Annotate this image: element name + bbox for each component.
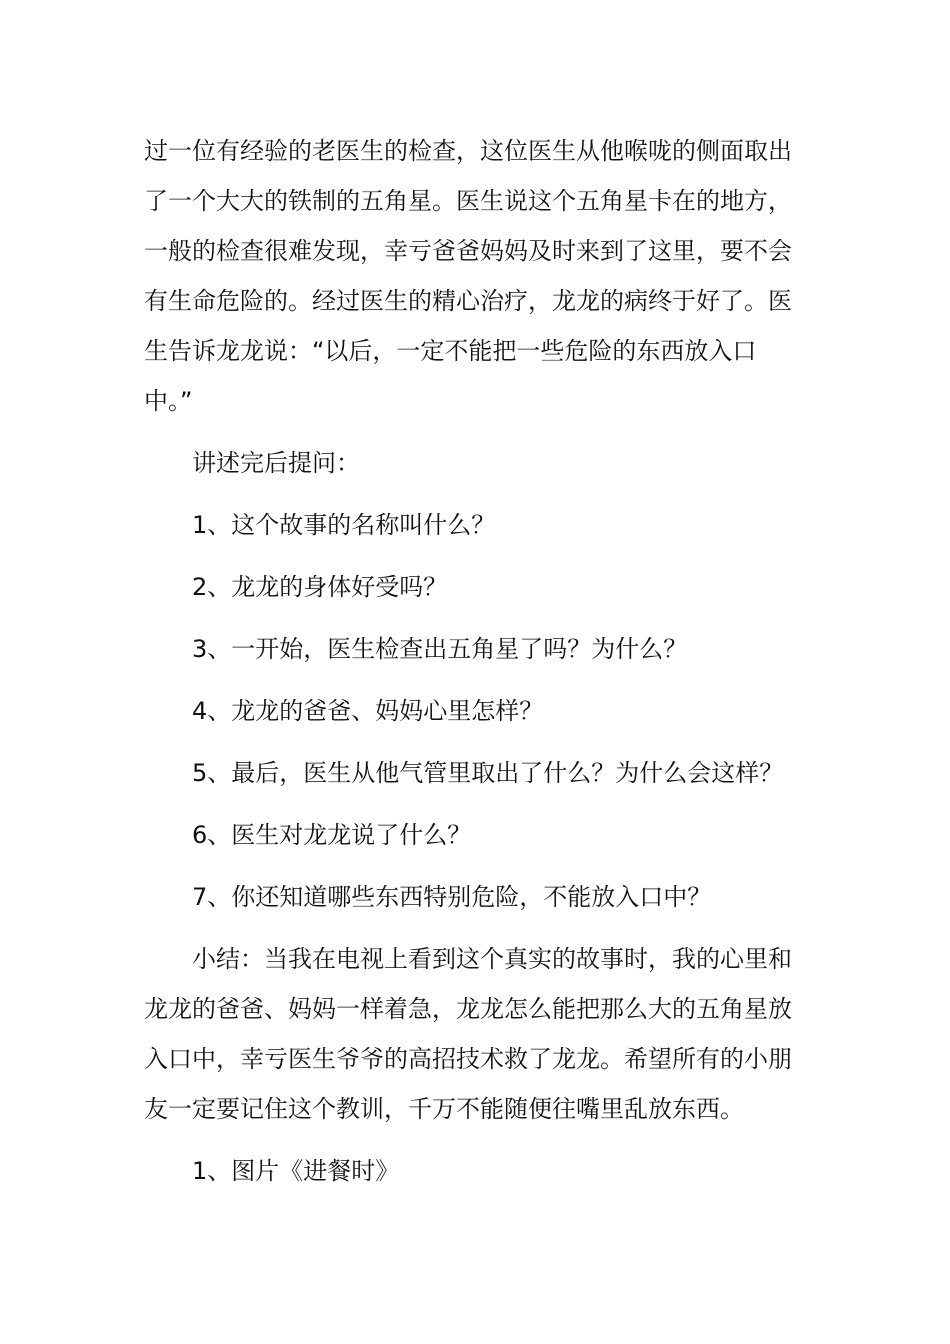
- intro-question: 讲述完后提问：: [192, 449, 360, 477]
- question-item: 5、最后，医生从他气管里取出了什么？为什么会这样？: [192, 759, 784, 787]
- text-line: 友一定要记住这个教训，千万不能随便往嘴里乱放东西。: [144, 1095, 744, 1123]
- text-line: 过一位有经验的老医生的检查，这位医生从他喉咙的侧面取出: [144, 137, 792, 165]
- question-item: 7、你还知道哪些东西特别危险，不能放入口中？: [192, 883, 712, 911]
- summary-paragraph: [144, 934, 804, 1134]
- text-line: 入口中，幸亏医生爷爷的高招技术救了龙龙。希望所有的小朋: [144, 1045, 792, 1073]
- question-item: 1、这个故事的名称叫什么？: [192, 511, 496, 539]
- text-line: 有生命危险的。经过医生的精心治疗，龙龙的病终于好了。医: [144, 287, 792, 315]
- text-line: 中。”: [144, 387, 193, 415]
- question-item: 6、医生对龙龙说了什么？: [192, 821, 472, 849]
- text-line: 一般的检查很难发现，幸亏爸爸妈妈及时来到了这里，要不会: [144, 237, 792, 265]
- document-body: [144, 126, 804, 1196]
- question-item: 2、龙龙的身体好受吗？: [192, 573, 448, 601]
- question-item: 3、一开始，医生检查出五角星了吗？为什么？: [192, 635, 688, 663]
- text-line: 了一个大大的铁制的五角星。医生说这个五角星卡在的地方，: [144, 187, 792, 215]
- text-line: 小结：当我在电视上看到这个真实的故事时，我的心里和: [192, 945, 792, 973]
- text-line: 龙龙的爸爸、妈妈一样着急，龙龙怎么能把那么大的五角星放: [144, 995, 792, 1023]
- story-paragraph: [144, 126, 804, 426]
- activity-item: 1、图片《进餐时》: [192, 1157, 400, 1185]
- question-item: 4、龙龙的爸爸、妈妈心里怎样？: [192, 697, 544, 725]
- text-line: 生告诉龙龙说：“以后，一定不能把一些危险的东西放入口: [144, 337, 757, 365]
